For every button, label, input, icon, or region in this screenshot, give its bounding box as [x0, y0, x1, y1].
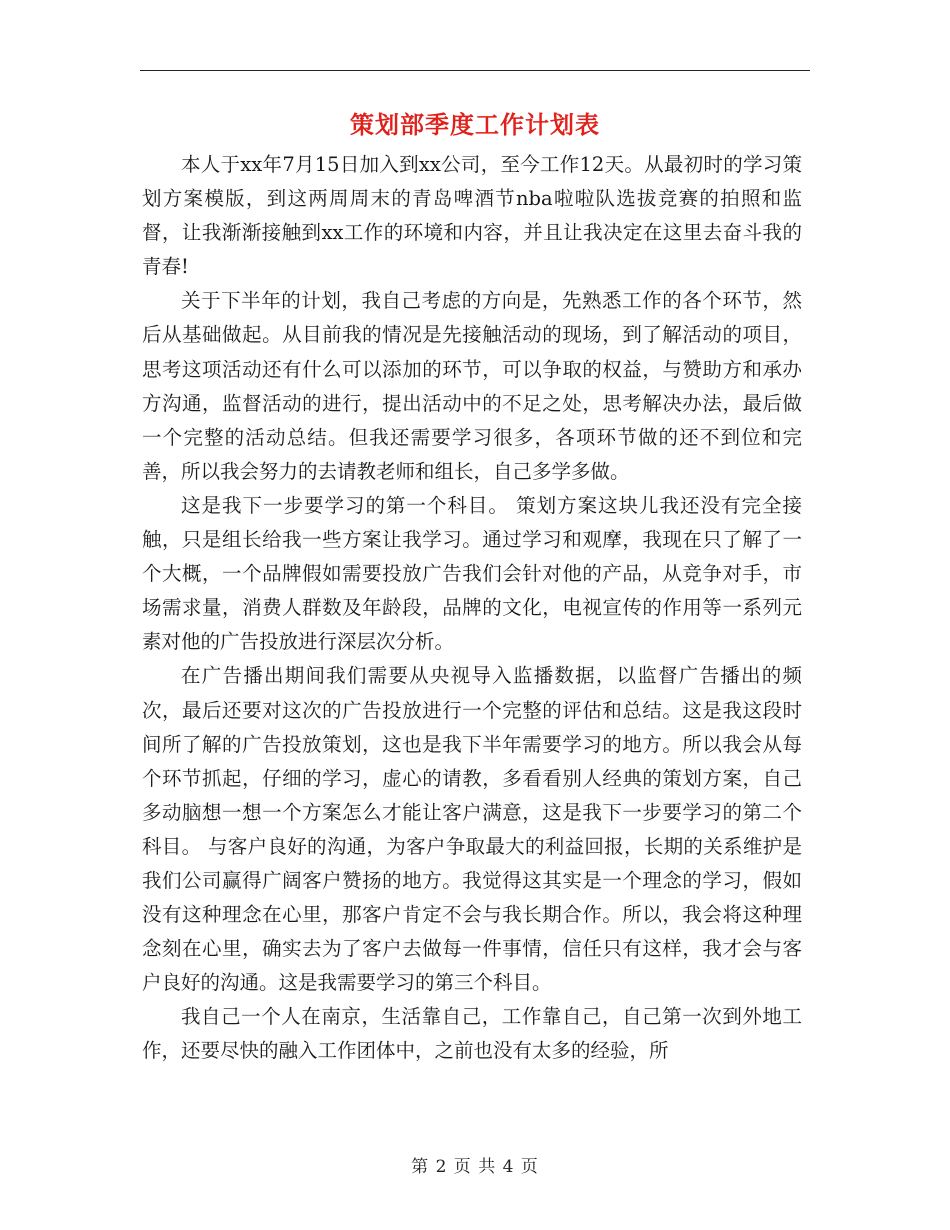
header-rule	[140, 70, 810, 71]
document-title: 策划部季度工作计划表	[350, 110, 600, 139]
body-paragraph: 我自己一个人在南京，生活靠自己，工作靠自己，自己第一次到外地工作，还要尽快的融入工作团体中，之前也没有太多的经验，所	[142, 1005, 802, 1063]
document-body	[142, 148, 802, 1069]
body-paragraph: 在广告播出期间我们需要从央视导入监播数据，以监督广告播出的频次，最后还要对这次的广告投放进行一个完整的评估和总结。这是我这段时间所了解的广告投放策划，这也是我下半年需要学习的地方。所以我会从每个环节抓起，仔细的学习，虚心的请教，多看看别人经典的策划方案，自己多动脑想一想一个方案怎么才能让客户满意，这是我下一步要学习的第二个科目。 与客户良好的沟通，为客户争取最大的利益回报，长期的关系维护是我们公司赢得广阔客户赞扬的地方。我觉得这其实是一个理念的学习，假如没有这种理念在心里，那客户肯定不会与我长期合作。所以，我会将这种理念刻在心里，确实去为了客户去做每一件事情，信任只有这样，我才会与客户良好的沟通。这是我需要学习的第三个科目。	[142, 664, 802, 995]
body-paragraph: 这是我下一步要学习的第一个科目。 策划方案这块儿我还没有完全接触，只是组长给我一些方案让我学习。通过学习和观摩，我现在只了解了一个大概，一个品牌假如需要投放广告我们会针对他的产品，从竞争对手，市场需求量，消费人群数及年龄段，品牌的文化，电视宣传的作用等一系列元素对他的广告投放进行深层次分析。	[142, 493, 802, 654]
body-paragraph: 关于下半年的计划，我自己考虑的方向是，先熟悉工作的各个环节，然后从基础做起。从目前我的情况是先接触活动的现场，到了解活动的项目，思考这项活动还有什么可以添加的环节，可以争取的权益，与赞助方和承办方沟通，监督活动的进行，提出活动中的不足之处，思考解决办法，最后做一个完整的活动总结。但我还需要学习很多，各项环节做的还不到位和完善，所以我会努力的去请教老师和组长，自己多学多做。	[142, 289, 802, 483]
page-footer: 第 2 页 共 4 页	[411, 1157, 539, 1177]
body-paragraph: 本人于xx年7月15日加入到xx公司，至今工作12天。从最初时的学习策划方案模版，到这两周周末的青岛啤酒节nba啦啦队选拔竞赛的拍照和监督，让我渐渐接触到xx工作的环境和内容，并且让我决定在这里去奋斗我的青春!	[142, 153, 802, 279]
